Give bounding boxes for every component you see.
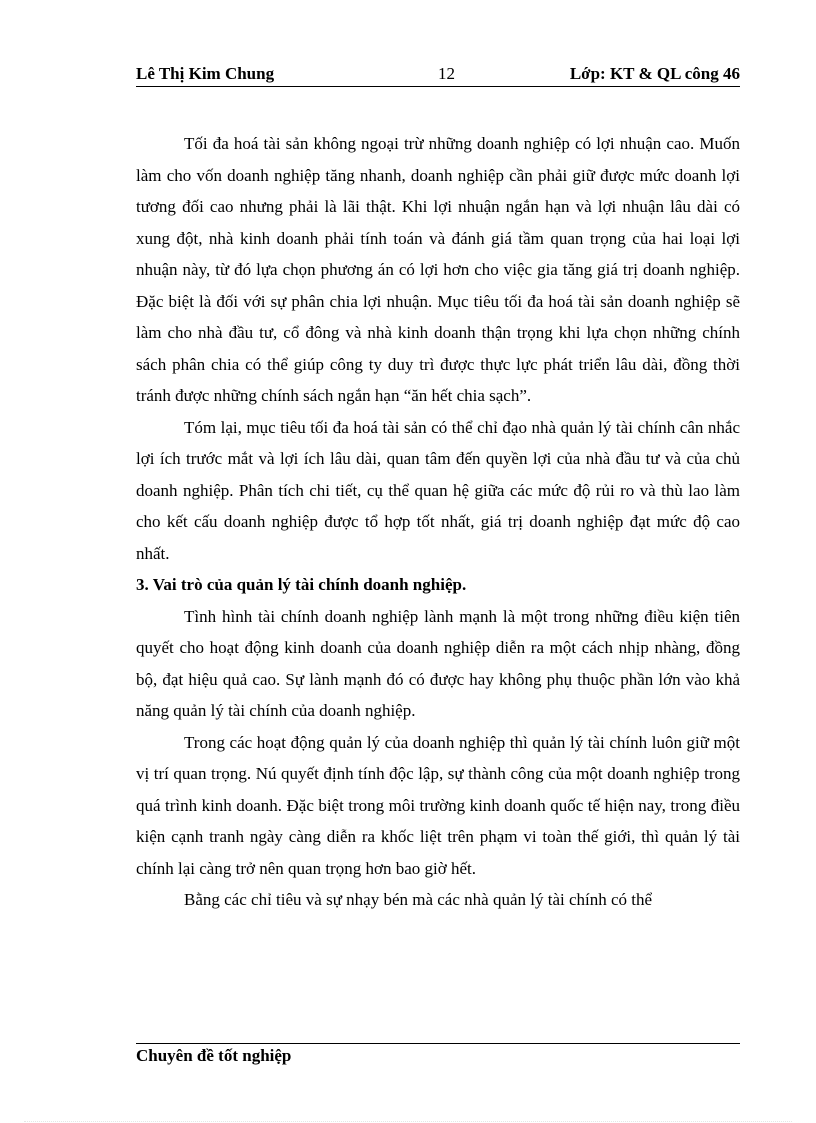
page-edge-divider: [24, 1121, 792, 1122]
paragraph-5: Bằng các chỉ tiêu và sự nhạy bén mà các nhà quản lý tài chính có thể: [184, 890, 653, 909]
page-header: [136, 62, 740, 87]
page-footer: Chuyên đề tốt nghiệp: [136, 1046, 292, 1065]
class-label: Lớp: KT & QL công 46: [569, 64, 740, 83]
document-body: [136, 128, 740, 916]
section-heading: 3. Vai trò của quản lý tài chính doanh nghiệp.: [136, 575, 467, 594]
page-number: 12: [438, 64, 455, 83]
author-name: Lê Thị Kim Chung: [136, 64, 275, 83]
paragraph-3: Tình hình tài chính doanh nghiệp lành mạnh là một trong những điều kiện tiên quyết cho hoạt động kinh doanh của doanh nghiệp diễn ra một cách nhịp nhàng, đồng bộ, đạt hiệu quả cao. Sự lành mạnh đó có được hay không phụ thuộc phần lớn vào khả năng quản lý tài chính của doanh nghiệp.: [136, 606, 740, 720]
paragraph-1: Tối đa hoá tài sản không ngoại trừ những doanh nghiệp có lợi nhuận cao. Muốn làm cho vốn doanh nghiệp tăng nhanh, doanh nghiệp cần phải giữ được mức doanh lợi tương đối cao nhưng phải là lãi thật. Khi lợi nhuận ngắn hạn và lợi nhuận lâu dài có xung đột, nhà kinh doanh phải tính toán và đánh giá tầm quan trọng của hai loại lợi nhuận này, từ đó lựa chọn phương án có lợi hơn cho việc gia tăng giá trị doanh nghiệp. Đặc biệt là đối với sự phân chia lợi nhuận. Mục tiêu tối đa hoá tài sản doanh nghiệp sẽ làm cho nhà đầu tư, cổ đông và nhà kinh doanh thận trọng khi lựa chọn những chính sách phân chia có thể giúp công ty duy trì được thực lực phát triển lâu dài, đồng thời tránh được những chính sách ngắn hạn “ăn hết chia sạch”.: [136, 134, 740, 405]
paragraph-4: Trong các hoạt động quản lý của doanh nghiệp thì quản lý tài chính luôn giữ một vị trí quan trọng. Nú quyết định tính độc lập, sự thành công của một doanh nghiệp trong quá trình kinh doanh. Đặc biệt trong môi trường kinh doanh quốc tế hiện nay, trong điều kiện cạnh tranh ngày càng diễn ra khốc liệt trên phạm vi toàn thế giới, thì quản lý tài chính lại càng trở nên quan trọng hơn bao giờ hết.: [136, 732, 740, 878]
footer-divider: [136, 1043, 740, 1044]
paragraph-2: Tóm lại, mục tiêu tối đa hoá tài sản có thể chỉ đạo nhà quản lý tài chính cân nhắc lợi ích trước mắt và lợi ích lâu dài, quan tâm đến quyền lợi của nhà đầu tư và của chủ doanh nghiệp. Phân tích chi tiết, cụ thể quan hệ giữa các mức độ rủi ro và thù lao làm cho kết cấu doanh nghiệp được tổ hợp tốt nhất, giá trị doanh nghiệp đạt mức độ cao nhất.: [136, 417, 740, 563]
